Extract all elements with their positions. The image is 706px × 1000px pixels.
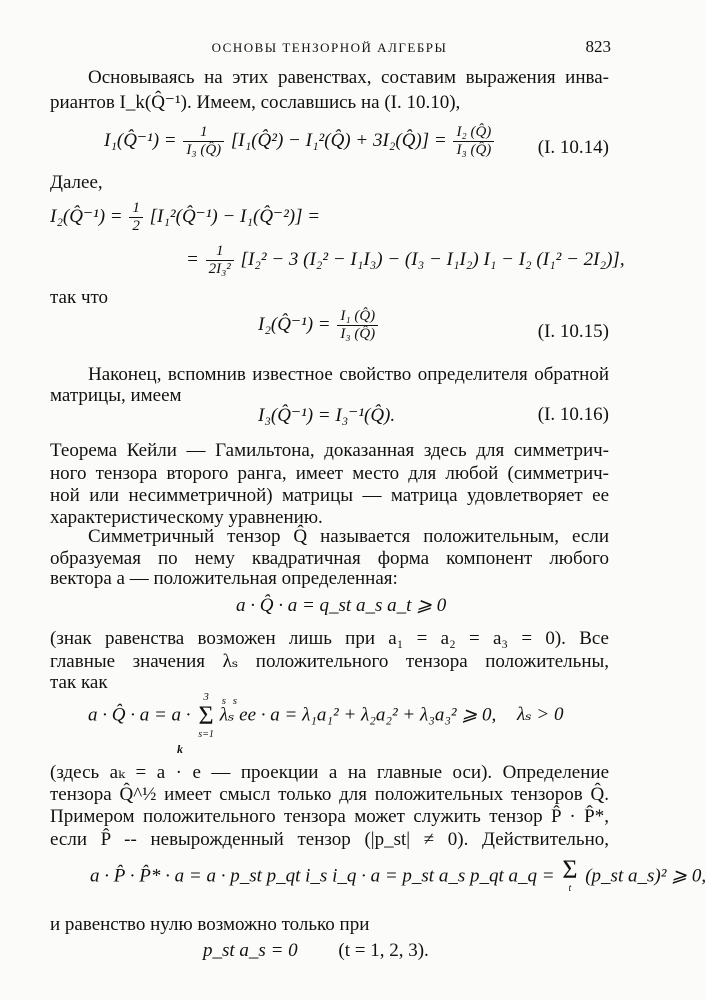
text-line: тензора Q̂^½ имеет смысл только для положительных тензоров Q̂. [50,784,609,805]
text-line: Симметричный тензор Q̂ называется положительным, если [88,526,609,547]
text-line: образуемая по нему квадратичная форма компонент любого [50,548,609,569]
formula-quadratic-form: a · Q̂ · a = q_st a_s a_t ⩾ 0 [236,595,447,616]
text-line: так что [50,287,109,308]
text-line: риантов I_k(Q̂⁻¹). Имеем, сославшись на (I. 10.10), [50,92,461,113]
text-line: Примером положительного тензора может служить тензор P̂ · P̂*, [50,806,609,827]
formula-principal-values: a · Q̂ · a = a · 3 Σ s=1 $^{s s}$ λₛ ee · a = λ₁a₁² + λ₂a₂² + λ₃a₃² ⩾ 0, λₛ > 0 [88,691,564,740]
formula-positive-tensor: a · P̂ · P̂* · a = a · p_st p_qt i_s i_q · a = p_st a_s p_qt a_q = Σ t (p_st a_s)² ⩾ 0, [90,855,706,894]
running-header: ОСНОВЫ ТЕНЗОРНОЙ АЛГЕБРЫ [211,40,448,55]
text-line: матрицы, имеем [50,385,182,406]
equation-number: (I. 10.14) [537,137,609,158]
text-line: так как [50,672,108,693]
text-line: (здесь aₖ = a · e — проекции a на главные оси). Определение [50,762,609,783]
text-line: вектора a — положительная определенная: [50,568,398,589]
text-line: (знак равенства возможен лишь при a₁ = a₂ = a₃ = 0). Все [50,628,609,649]
formula-i-10-15: I₂(Q̂⁻¹) = $\frac{\text{I₁ (Q̂)}}{\text{I₃ (Q̂)}}$ [258,308,380,343]
text-line: ного тензора второго ранга, имеет место для любой (симметрич- [50,463,609,484]
superscript-k: k [177,742,183,756]
formula-zero-condition: p_st a_s = 0 (t = 1, 2, 3). [203,940,429,961]
formula-i2-expansion: I₂(Q̂⁻¹) = $\frac{1}{2}$ [I₁²(Q̂⁻¹) − I₁(Q̂⁻²)] = [50,200,321,234]
text-line: Наконец, вспомнив известное свойство определителя обратной [88,364,609,385]
text-line: если P̂ -- невырожденный тензор (|p_st| ≠ 0). Действительно, [50,829,609,850]
text-line: главные значения λₛ положительного тензора положительны, [50,651,609,672]
page-number: 823 [585,37,611,56]
text-line: ной или несимметричной) матрицы — матрица удовлетворяет ее [50,485,609,506]
text-line: и равенство нулю возможно только при [50,914,370,935]
formula-i-10-14: I₁(Q̂⁻¹) = $\frac{1}{\text{I₃ (Q̂)}}$ [I₁(Q̂²) − I₁²(Q̂) + 3I₂(Q̂)] = $\frac{\text{I₂ (Q̂)}}{\text{I₃ (Q̂)}}$ [104,124,496,159]
text-line: характеристическому уравнению. [50,507,323,528]
text-line: Теорема Кейли — Гамильтона, доказанная здесь для симметрич- [50,440,609,461]
equation-number: (I. 10.15) [537,321,609,342]
equation-number: (I. 10.16) [537,404,609,425]
text-line: Далее, [50,172,103,193]
formula-i-10-16: I₃(Q̂⁻¹) = I₃⁻¹(Q̂). [258,405,396,426]
text-line: Основываясь на этих равенствах, составим выражения инва- [88,67,609,88]
formula-i2-expansion-cont: = $\frac{1}{\text{2I₃²}}$ [I₂² − 3 (I₂² − I₁I₃) − (I₃ − I₁I₂) I₁ − I₂ (I₁² − 2I₂)], [186,243,625,277]
